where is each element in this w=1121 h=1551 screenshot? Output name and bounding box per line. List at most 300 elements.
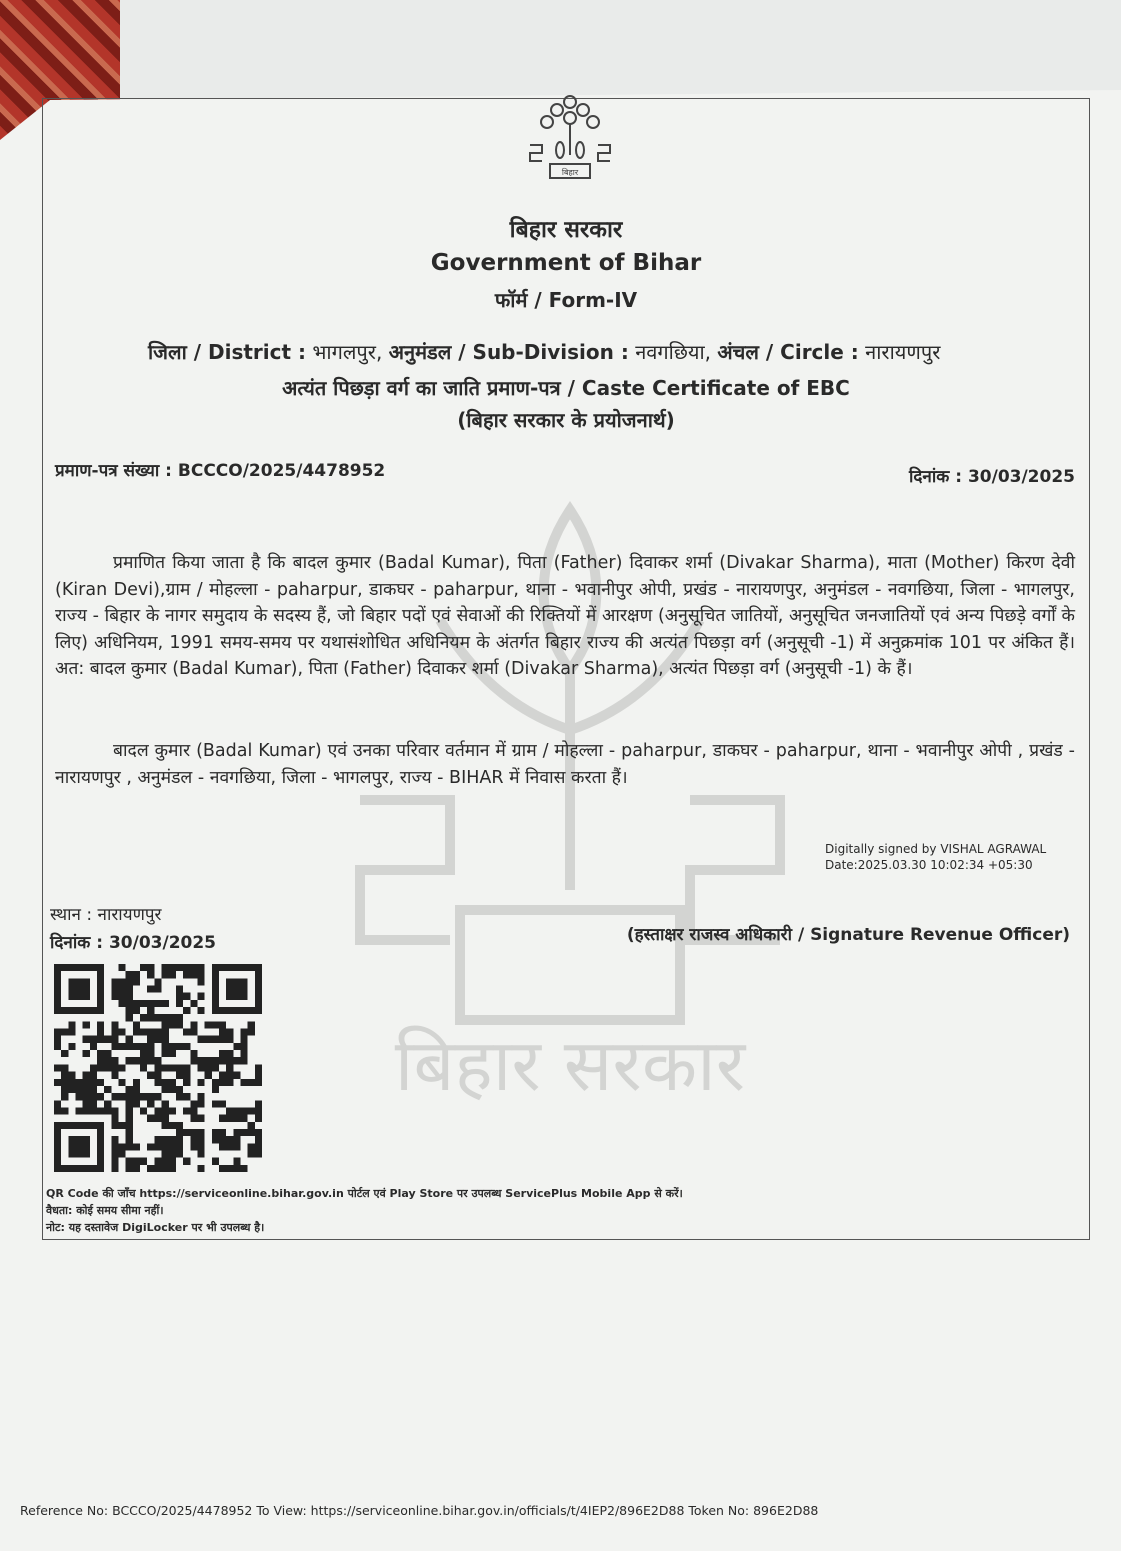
qr-module bbox=[197, 1057, 204, 1064]
qr-module bbox=[140, 1043, 147, 1050]
qr-module bbox=[140, 1050, 147, 1057]
certificate-paragraph-2: बादल कुमार (Badal Kumar) एवं उनका परिवार वर्तमान में ग्राम / मोहल्ला - paharpur, डाकघर - paharpur, थाना - भवानीपुर ओपी , प्रखंड - नारायणपुर , अनुमंडल - नवगछिया, जिला - भागलपुर, राज्य - BIHAR में निवास करता हैं। bbox=[55, 741, 1075, 788]
qr-module bbox=[255, 1129, 262, 1136]
qr-module bbox=[190, 1136, 197, 1143]
qr-module bbox=[226, 1165, 233, 1172]
qr-module bbox=[169, 1107, 176, 1114]
qr-module bbox=[133, 1057, 140, 1064]
qr-finder bbox=[68, 978, 90, 1000]
qr-module bbox=[169, 1143, 176, 1150]
qr-module bbox=[197, 1143, 204, 1150]
qr-module bbox=[162, 1136, 169, 1143]
qr-module bbox=[162, 964, 169, 971]
qr-module bbox=[147, 1072, 154, 1079]
qr-module bbox=[154, 978, 161, 985]
qr-module bbox=[147, 1115, 154, 1122]
signature-date bbox=[50, 930, 216, 953]
qr-module bbox=[162, 1079, 169, 1086]
qr-module bbox=[140, 964, 147, 971]
qr-finder bbox=[226, 978, 248, 1000]
qr-module bbox=[133, 971, 140, 978]
qr-module bbox=[126, 1122, 133, 1129]
qr-module bbox=[147, 1029, 154, 1036]
qr-module bbox=[126, 1100, 133, 1107]
qr-module bbox=[140, 1064, 147, 1071]
qr-module bbox=[197, 993, 204, 1000]
qr-module bbox=[212, 1021, 219, 1028]
reference-footer: Reference No: BCCCO/2025/4478952 To View: https://serviceonline.bihar.gov.in/officials/t/4IEP2/896E2D88 Token No: 896E2D88 bbox=[20, 1503, 819, 1518]
qr-module bbox=[90, 1036, 97, 1043]
qr-module bbox=[154, 1136, 161, 1143]
qr-module bbox=[197, 1064, 204, 1071]
qr-module bbox=[183, 1093, 190, 1100]
qr-module bbox=[226, 1036, 233, 1043]
signature-date-label: दिनांक : bbox=[50, 933, 104, 953]
qr-module bbox=[226, 1136, 233, 1143]
qr-module bbox=[183, 993, 190, 1000]
qr-module bbox=[176, 1014, 183, 1021]
qr-module bbox=[104, 1100, 111, 1107]
qr-module bbox=[169, 1150, 176, 1157]
qr-module bbox=[90, 1093, 97, 1100]
qr-module bbox=[169, 1165, 176, 1172]
qr-module bbox=[133, 978, 140, 985]
qr-module bbox=[147, 1000, 154, 1007]
qr-module bbox=[255, 1079, 262, 1086]
qr-module bbox=[154, 1057, 161, 1064]
qr-module bbox=[133, 1143, 140, 1150]
qr-module bbox=[183, 1029, 190, 1036]
qr-module bbox=[212, 1100, 219, 1107]
qr-module bbox=[240, 1107, 247, 1114]
qr-module bbox=[54, 1043, 61, 1050]
qr-module bbox=[183, 971, 190, 978]
qr-module bbox=[140, 1029, 147, 1036]
qr-module bbox=[240, 1115, 247, 1122]
qr-module bbox=[126, 986, 133, 993]
qr-module bbox=[183, 1072, 190, 1079]
qr-module bbox=[154, 1093, 161, 1100]
qr-module bbox=[176, 1129, 183, 1136]
qr-module bbox=[248, 1021, 255, 1028]
issue-date-value: 30/03/2025 bbox=[967, 467, 1075, 487]
qr-module bbox=[162, 1014, 169, 1021]
qr-module bbox=[255, 1136, 262, 1143]
qr-module bbox=[104, 1036, 111, 1043]
qr-module bbox=[219, 1021, 226, 1028]
qr-module bbox=[83, 1100, 90, 1107]
qr-module bbox=[76, 1079, 83, 1086]
qr-module bbox=[162, 1036, 169, 1043]
qr-module bbox=[255, 1115, 262, 1122]
qr-module bbox=[119, 964, 126, 971]
qr-module bbox=[119, 978, 126, 985]
qr-module bbox=[90, 1107, 97, 1114]
subdivision-label: अनुमंडल / Sub-Division : bbox=[388, 340, 629, 364]
form-label: फॉर्म / Form-IV bbox=[494, 288, 638, 312]
qr-module bbox=[119, 986, 126, 993]
qr-module bbox=[133, 1000, 140, 1007]
qr-module bbox=[111, 1036, 118, 1043]
qr-module bbox=[133, 1100, 140, 1107]
qr-module bbox=[240, 1165, 247, 1172]
qr-module bbox=[126, 1165, 133, 1172]
qr-module bbox=[54, 1064, 61, 1071]
qr-module bbox=[197, 1115, 204, 1122]
qr-module bbox=[162, 1029, 169, 1036]
qr-module bbox=[190, 964, 197, 971]
qr-module bbox=[190, 1107, 197, 1114]
qr-module bbox=[219, 1165, 226, 1172]
qr-module bbox=[190, 1021, 197, 1028]
qr-module bbox=[226, 1050, 233, 1057]
qr-module bbox=[176, 1072, 183, 1079]
qr-module bbox=[226, 1079, 233, 1086]
qr-module bbox=[162, 1107, 169, 1114]
qr-module bbox=[169, 1014, 176, 1021]
qr-verification-note: QR Code की जाँच https://serviceonline.bihar.gov.in पोर्टल एवं Play Store पर उपलब्ध ServicePlus Mobile App से करें। bbox=[46, 1187, 683, 1200]
qr-module bbox=[126, 1014, 133, 1021]
qr-module bbox=[255, 1100, 262, 1107]
qr-module bbox=[169, 971, 176, 978]
qr-module bbox=[140, 1014, 147, 1021]
qr-finder bbox=[68, 1136, 90, 1158]
qr-module bbox=[111, 1143, 118, 1150]
qr-module bbox=[54, 1029, 61, 1036]
qr-module bbox=[255, 1064, 262, 1071]
qr-module bbox=[169, 1050, 176, 1057]
qr-module bbox=[226, 1064, 233, 1071]
digilocker-note: नोट: यह दस्तावेज DigiLocker पर भी उपलब्ध है। bbox=[46, 1221, 265, 1234]
qr-module bbox=[233, 1165, 240, 1172]
qr-module bbox=[140, 1057, 147, 1064]
qr-module bbox=[169, 964, 176, 971]
qr-module bbox=[83, 1086, 90, 1093]
qr-module bbox=[233, 1129, 240, 1136]
qr-module bbox=[219, 1136, 226, 1143]
qr-module bbox=[205, 1057, 212, 1064]
qr-module bbox=[97, 1064, 104, 1071]
qr-module bbox=[176, 1043, 183, 1050]
certificate-title: अत्यंत पिछड़ा वर्ग का जाति प्रमाण-पत्र / Caste Certificate of EBC bbox=[282, 376, 850, 400]
qr-module bbox=[104, 1057, 111, 1064]
qr-module bbox=[97, 1079, 104, 1086]
qr-module bbox=[126, 971, 133, 978]
qr-module bbox=[140, 1107, 147, 1114]
qr-module bbox=[133, 1043, 140, 1050]
qr-module bbox=[169, 1043, 176, 1050]
qr-module bbox=[147, 1100, 154, 1107]
qr-module bbox=[154, 1036, 161, 1043]
qr-module bbox=[126, 1093, 133, 1100]
qr-module bbox=[68, 1021, 75, 1028]
qr-module bbox=[183, 1079, 190, 1086]
qr-module bbox=[162, 1100, 169, 1107]
qr-module bbox=[126, 1107, 133, 1114]
qr-module bbox=[219, 1072, 226, 1079]
qr-module bbox=[97, 1093, 104, 1100]
qr-module bbox=[90, 1086, 97, 1093]
qr-module bbox=[176, 1093, 183, 1100]
qr-module bbox=[190, 971, 197, 978]
qr-module bbox=[61, 1050, 68, 1057]
qr-module bbox=[83, 1093, 90, 1100]
qr-module bbox=[240, 1036, 247, 1043]
qr-module bbox=[147, 971, 154, 978]
qr-module bbox=[97, 1029, 104, 1036]
qr-module bbox=[147, 986, 154, 993]
qr-module bbox=[126, 1086, 133, 1093]
qr-module bbox=[133, 1079, 140, 1086]
qr-module bbox=[248, 1029, 255, 1036]
qr-module bbox=[169, 1122, 176, 1129]
qr-module bbox=[205, 1021, 212, 1028]
certificate-number bbox=[55, 458, 385, 481]
qr-module bbox=[219, 1079, 226, 1086]
qr-module bbox=[97, 1021, 104, 1028]
qr-module bbox=[111, 1093, 118, 1100]
qr-module bbox=[248, 1107, 255, 1114]
qr-module bbox=[183, 1158, 190, 1165]
qr-module bbox=[162, 1000, 169, 1007]
qr-module bbox=[111, 1115, 118, 1122]
qr-module bbox=[97, 1050, 104, 1057]
qr-module bbox=[169, 1158, 176, 1165]
qr-module bbox=[183, 1107, 190, 1114]
qr-module bbox=[147, 964, 154, 971]
qr-module bbox=[219, 1100, 226, 1107]
qr-module bbox=[233, 1057, 240, 1064]
qr-module bbox=[140, 1093, 147, 1100]
qr-module bbox=[111, 1136, 118, 1143]
qr-module bbox=[183, 1007, 190, 1014]
qr-module bbox=[54, 1036, 61, 1043]
qr-module bbox=[147, 1043, 154, 1050]
qr-module bbox=[162, 1050, 169, 1057]
qr-module bbox=[147, 1093, 154, 1100]
qr-module bbox=[176, 1021, 183, 1028]
qr-module bbox=[176, 1064, 183, 1071]
qr-module bbox=[119, 993, 126, 1000]
qr-module bbox=[104, 1086, 111, 1093]
qr-module bbox=[126, 993, 133, 1000]
qr-module bbox=[226, 1143, 233, 1150]
qr-module bbox=[233, 1107, 240, 1114]
qr-module bbox=[240, 1050, 247, 1057]
qr-module bbox=[219, 1129, 226, 1136]
signature-officer-label: (हस्ताक्षर राजस्व अधिकारी / Signature Revenue Officer) bbox=[626, 925, 1070, 945]
district-label: जिला / District : bbox=[148, 340, 307, 364]
qr-module bbox=[111, 1057, 118, 1064]
qr-module bbox=[83, 1107, 90, 1114]
emblem-text: बिहार bbox=[561, 168, 579, 177]
digital-signature-line-2: Date:2025.03.30 10:02:34 +05:30 bbox=[825, 858, 1033, 872]
qr-module bbox=[240, 1057, 247, 1064]
qr-module bbox=[176, 1122, 183, 1129]
qr-module bbox=[54, 1079, 61, 1086]
qr-module bbox=[126, 1136, 133, 1143]
qr-module bbox=[219, 1036, 226, 1043]
qr-module bbox=[154, 1115, 161, 1122]
qr-module bbox=[219, 1050, 226, 1057]
qr-module bbox=[154, 1143, 161, 1150]
qr-module bbox=[97, 1036, 104, 1043]
circle-label: अंचल / Circle : bbox=[717, 340, 859, 364]
qr-module bbox=[133, 1165, 140, 1172]
qr-module bbox=[205, 1072, 212, 1079]
qr-module bbox=[126, 1143, 133, 1150]
qr-module bbox=[233, 1115, 240, 1122]
qr-module bbox=[140, 1158, 147, 1165]
qr-module bbox=[126, 1129, 133, 1136]
qr-module bbox=[90, 1064, 97, 1071]
title-hindi: बिहार सरकार bbox=[509, 217, 623, 243]
qr-module bbox=[226, 1057, 233, 1064]
qr-module bbox=[255, 1143, 262, 1150]
qr-module bbox=[126, 978, 133, 985]
qr-module bbox=[61, 1093, 68, 1100]
qr-module bbox=[176, 1150, 183, 1157]
qr-module bbox=[190, 1000, 197, 1007]
qr-module bbox=[119, 1143, 126, 1150]
qr-module bbox=[111, 1021, 118, 1028]
qr-module bbox=[233, 1072, 240, 1079]
qr-module bbox=[233, 1136, 240, 1143]
bihar-emblem-logo bbox=[525, 90, 615, 185]
qr-module bbox=[83, 1079, 90, 1086]
qr-module bbox=[90, 1043, 97, 1050]
qr-module bbox=[133, 1029, 140, 1036]
qr-module bbox=[226, 1072, 233, 1079]
qr-module bbox=[61, 1079, 68, 1086]
qr-module bbox=[154, 1107, 161, 1114]
qr-module bbox=[83, 1036, 90, 1043]
qr-module bbox=[162, 1158, 169, 1165]
qr-module bbox=[162, 1021, 169, 1028]
qr-module bbox=[226, 1115, 233, 1122]
qr-module bbox=[54, 1107, 61, 1114]
qr-module bbox=[190, 1100, 197, 1107]
qr-module bbox=[104, 1050, 111, 1057]
qr-module bbox=[212, 1036, 219, 1043]
qr-module bbox=[212, 1136, 219, 1143]
qr-module bbox=[219, 1057, 226, 1064]
qr-module bbox=[111, 1029, 118, 1036]
qr-module bbox=[197, 1036, 204, 1043]
qr-module bbox=[190, 1050, 197, 1057]
qr-module bbox=[83, 1050, 90, 1057]
qr-module bbox=[169, 1021, 176, 1028]
title-english: Government of Bihar bbox=[430, 250, 702, 276]
qr-module bbox=[119, 1064, 126, 1071]
qr-module bbox=[119, 1079, 126, 1086]
qr-module bbox=[61, 1029, 68, 1036]
qr-module bbox=[197, 1100, 204, 1107]
qr-module bbox=[169, 1079, 176, 1086]
qr-module bbox=[190, 1143, 197, 1150]
qr-module bbox=[76, 1093, 83, 1100]
qr-module bbox=[147, 1143, 154, 1150]
qr-module bbox=[154, 1029, 161, 1036]
qr-module bbox=[154, 1165, 161, 1172]
qr-module bbox=[197, 971, 204, 978]
certificate-subtitle: (बिहार सरकार के प्रयोजनार्थ) bbox=[457, 408, 675, 432]
qr-module bbox=[248, 1079, 255, 1086]
qr-module bbox=[219, 1029, 226, 1036]
qr-module bbox=[126, 1115, 133, 1122]
qr-module bbox=[119, 1043, 126, 1050]
qr-module bbox=[147, 1165, 154, 1172]
watermark-text: बिहार सरकार bbox=[394, 1023, 746, 1107]
qr-module bbox=[162, 1115, 169, 1122]
qr-module bbox=[197, 1079, 204, 1086]
qr-module bbox=[212, 1086, 219, 1093]
qr-module bbox=[176, 964, 183, 971]
qr-module bbox=[133, 1021, 140, 1028]
qr-module bbox=[90, 1100, 97, 1107]
qr-module bbox=[197, 1136, 204, 1143]
qr-module bbox=[162, 1165, 169, 1172]
qr-module bbox=[147, 1007, 154, 1014]
qr-module bbox=[162, 1064, 169, 1071]
qr-module bbox=[119, 1122, 126, 1129]
qr-module bbox=[183, 1129, 190, 1136]
qr-module bbox=[126, 1057, 133, 1064]
qr-module bbox=[111, 1072, 118, 1079]
qr-module bbox=[111, 978, 118, 985]
qr-module bbox=[90, 1079, 97, 1086]
qr-module bbox=[97, 1057, 104, 1064]
qr-module bbox=[147, 1057, 154, 1064]
qr-module bbox=[61, 1086, 68, 1093]
qr-module bbox=[176, 986, 183, 993]
qr-module bbox=[183, 1064, 190, 1071]
qr-module bbox=[176, 1086, 183, 1093]
qr-module bbox=[133, 1007, 140, 1014]
qr-module bbox=[140, 1000, 147, 1007]
qr-module bbox=[126, 1007, 133, 1014]
qr-module bbox=[68, 1029, 75, 1036]
qr-module bbox=[240, 1029, 247, 1036]
qr-module bbox=[197, 978, 204, 985]
qr-module bbox=[76, 1107, 83, 1114]
qr-module bbox=[197, 1093, 204, 1100]
qr-module bbox=[212, 1057, 219, 1064]
qr-module bbox=[111, 1158, 118, 1165]
qr-module bbox=[162, 1150, 169, 1157]
qr-module bbox=[154, 1064, 161, 1071]
qr-module bbox=[147, 1036, 154, 1043]
qr-module bbox=[169, 1086, 176, 1093]
certificate-paragraph-1: प्रमाणित किया जाता है कि बादल कुमार (Badal Kumar), पिता (Father) दिवाकर शर्मा (Divakar Sharma), माता (Mother) किरण देवी (Kiran Devi),ग्राम / मोहल्ला - paharpur, डाकघर - paharpur, थाना - भवानीपुर ओपी, प्रखंड - नारायणपुर, अनुमंडल - नवगछिया, जिला - भागलपुर, राज्य - बिहार के नागर समुदाय के सदस्य हैं, जो बिहार पदों एवं सेवाओं की रिक्तियों में आरक्षण (अनुसूचित जातियों, अनुसूचित जनजातियों एवं अन्य पिछड़े वर्गों के लिए) अधिनियम, 1991 समय-समय पर यथासंशोधित अधिनियम के अंतर्गत बिहार राज्य की अत्यंत पिछड़ा वर्ग (अनुसूची -1) में अनुक्रमांक 101 पर अंकित हैं। अत: बादल कुमार (Badal Kumar), पिता (Father) दिवाकर शर्मा (Divakar Sharma), अत्यंत पिछड़ा वर्ग (अनुसूची -1) के हैं। bbox=[55, 553, 1075, 679]
qr-module bbox=[126, 1000, 133, 1007]
issue-date-label: दिनांक : bbox=[908, 467, 963, 487]
qr-module bbox=[162, 971, 169, 978]
qr-module bbox=[104, 1064, 111, 1071]
qr-module bbox=[183, 1043, 190, 1050]
qr-module bbox=[248, 1122, 255, 1129]
qr-module bbox=[111, 1165, 118, 1172]
qr-module bbox=[226, 1029, 233, 1036]
qr-module bbox=[197, 1007, 204, 1014]
qr-module bbox=[126, 1036, 133, 1043]
qr-module bbox=[68, 1079, 75, 1086]
qr-module bbox=[162, 1143, 169, 1150]
qr-module bbox=[205, 1064, 212, 1071]
qr-module bbox=[205, 1036, 212, 1043]
qr-module bbox=[176, 1136, 183, 1143]
qr-code bbox=[50, 964, 266, 1172]
